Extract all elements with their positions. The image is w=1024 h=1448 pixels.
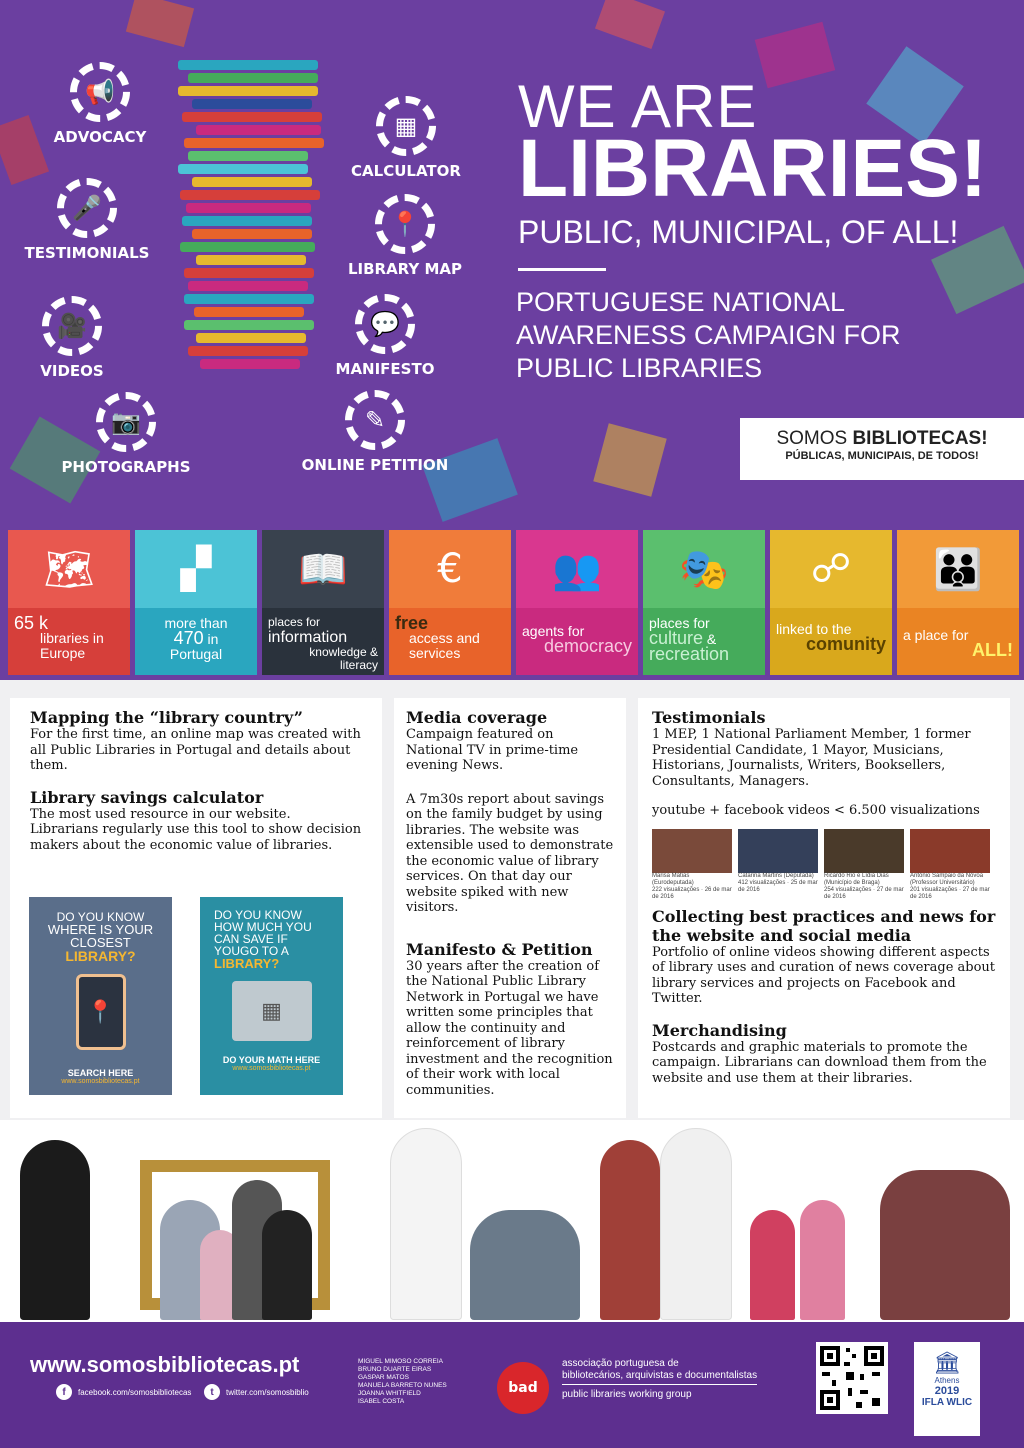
book-stack-illustration [178, 60, 328, 372]
person-girl [800, 1200, 845, 1320]
online-petition-label: ONLINE PETITION [301, 456, 449, 474]
people-photo-strip [0, 1120, 1024, 1320]
person-chef [390, 1128, 462, 1320]
columns-icon: 🏛 [933, 1350, 961, 1375]
advocacy-label: ADVOCACY [53, 128, 147, 146]
map-pin-icon: 📍 [375, 194, 435, 254]
video-title: António Sampaio da Nóvoa (Professor Universitário) [910, 872, 984, 886]
section-heading: Manifesto & Petition [406, 939, 593, 959]
video-thumbnail[interactable] [738, 829, 818, 901]
tile-line: ALL! [972, 640, 1013, 660]
promo-url: www.somosbibliotecas.pt [61, 1078, 140, 1085]
book [180, 190, 320, 200]
tile-information [262, 530, 384, 675]
book [184, 138, 324, 148]
credit-name: GASPAR MATOS [358, 1374, 409, 1381]
testimonials-label: TESTIMONIALS [24, 244, 150, 262]
tile-libraries-portugal [135, 530, 257, 675]
video-title: Catarina Martins (Deputada) [738, 872, 814, 879]
tile-text [516, 608, 638, 675]
campaign-line: AWARENESS CAMPAIGN FOR [516, 320, 901, 350]
campaign-line: PORTUGUESE NATIONAL [516, 287, 846, 317]
tile-line: a place for [903, 627, 969, 643]
tile-place-for-all [897, 530, 1019, 675]
promo-url: www.somosbibliotecas.pt [232, 1065, 311, 1072]
section-text: 30 years after the creation of the National Public Library Network in Portugal we have written some principles that allow the continuity and reinforcement of library investment and the recognition of their work with local communities. [406, 958, 613, 1098]
video-meta: 201 visualizações · 27 de mar de 2016 [910, 886, 990, 900]
campaign-line: PUBLIC LIBRARIES [516, 353, 763, 383]
book [188, 73, 318, 83]
video-frame [652, 829, 732, 873]
tile-line: democracy [543, 636, 632, 656]
tile-line: services [409, 645, 461, 661]
decor-shape [126, 0, 194, 47]
calculator-coins-icon: ▦ [232, 981, 312, 1041]
association-group: public libraries working group [562, 1389, 692, 1400]
tile-line-suffix: & [703, 631, 717, 647]
footer [0, 1322, 1024, 1448]
section-text: The most used resource in our website. Librarians regularly use this tool to show decision makers about the economic value of libraries. [30, 806, 362, 853]
book [192, 99, 312, 109]
section-heading: Merchandising [652, 1020, 787, 1040]
book [180, 242, 315, 252]
tile-culture [643, 530, 765, 675]
tile-stat: 65 k [14, 613, 49, 633]
book [194, 307, 304, 317]
promo-card-calculator [200, 897, 343, 1095]
title-divider [518, 268, 606, 271]
book [188, 346, 308, 356]
tile-line-suffix: in [203, 631, 219, 647]
person-man-newspaper [660, 1128, 732, 1320]
video-title: Marisa Matias (Eurodeputada) [652, 872, 694, 886]
book [186, 203, 311, 213]
testimonials-link[interactable] [22, 178, 152, 262]
book [178, 164, 308, 174]
decor-shape [595, 0, 665, 49]
section-text: Portfolio of online videos showing different aspects of library uses and curation of news coverage about library services and projects on Facebook and Twitter. [652, 944, 996, 1006]
credit-name: ISABEL COSTA [358, 1398, 405, 1405]
library-map-label: LIBRARY MAP [347, 260, 463, 278]
promo-text: WHERE IS YOUR [47, 922, 154, 937]
section-text: 1 MEP, 1 National Parliament Member, 1 former Presidential Candidate, 1 Mayor, Musicians, Historians, Journalists, Writers, Booksellers, Consultants, Managers. [652, 727, 971, 789]
tile-text [770, 608, 892, 675]
title-libraries: LIBRARIES! [518, 123, 988, 214]
section-heading: Testimonials [652, 708, 766, 727]
tile-community [770, 530, 892, 675]
book [200, 359, 300, 369]
video-title: Ricardo Rio e Lídia Dias (Município de Braga) [824, 872, 889, 886]
coin-hand-icon: € [389, 530, 511, 608]
book [188, 151, 308, 161]
tile-free-access [389, 530, 511, 675]
book [184, 268, 314, 278]
logo-text: bad [508, 1380, 538, 1396]
section-text: A 7m30s report about savings on the family budget by using libraries. The website was extensible used to demonstrate the economic value of library services. On that day our website spiked with new visitors. [406, 791, 614, 915]
tile-line [141, 628, 251, 648]
book [178, 60, 318, 70]
video-camera-icon: 🎥 [42, 296, 102, 356]
section-text: For the first time, an online map was created with all Public Libraries in Portugal and details about them. [30, 727, 361, 773]
section-text: Campaign featured on National TV in prime-time evening News. [406, 727, 579, 773]
book [196, 333, 306, 343]
tile-line: information [268, 629, 348, 646]
tile-line: Europe [40, 645, 86, 661]
facebook-handle: facebook.com/somosbibliotecas [78, 1387, 192, 1397]
tile-line: libraries in [40, 630, 104, 646]
section-heading: Library savings calculator [30, 787, 264, 807]
column-middle [394, 698, 626, 1118]
association-info [562, 1358, 757, 1401]
tile-text [135, 608, 257, 675]
promo-text: CAN SAVE IF [214, 932, 288, 946]
people-group-icon: 👥 [516, 530, 638, 608]
book [184, 320, 314, 330]
calculator-label: CALCULATOR [351, 162, 461, 180]
video-thumbnail[interactable] [910, 829, 990, 901]
tile-emphasis: culture [649, 628, 704, 648]
section-text: Postcards and graphic materials to promote the campaign. Librarians can download them from the website and use them at their libraries. [652, 1039, 987, 1086]
qr-code-graphic [816, 1342, 888, 1414]
online-petition-link[interactable] [298, 390, 452, 474]
book [182, 216, 312, 226]
tile-line: free [395, 613, 429, 633]
association-name: bibliotecários, arquivistas e documentalistas [562, 1370, 757, 1385]
section-heading: Media coverage [406, 708, 548, 727]
speech-bubble-icon: 💬 [355, 294, 415, 354]
promo-cta: DO YOUR MATH HERE [222, 1055, 321, 1065]
somos-title [740, 428, 1024, 450]
credit-name: BRUNO DUARTE EIRAS [358, 1366, 432, 1373]
network-icon: ☍ [770, 530, 892, 608]
qr-code-icon[interactable] [816, 1342, 888, 1414]
title-we-are: WE ARE [518, 73, 758, 140]
tile-line: recreation [649, 644, 730, 664]
somos-bibliotecas-badge [740, 418, 1024, 480]
calculator-link[interactable] [346, 96, 466, 180]
book [178, 86, 318, 96]
somos-title-bold: BIBLIOTECAS! [852, 428, 988, 449]
promo-text: LIBRARY? [65, 948, 136, 964]
person-reading-with-child [470, 1210, 580, 1320]
twitter-handle: twitter.com/somosbiblio [226, 1387, 309, 1397]
person-mother [262, 1210, 312, 1320]
video-frame [738, 829, 818, 873]
tile-text [262, 608, 384, 675]
tile-text [8, 608, 130, 675]
tile-line: agents for [522, 623, 585, 639]
ifla-wlic-logo [914, 1342, 980, 1436]
section-heading: Mapping the “library country” [30, 708, 303, 727]
book [192, 177, 312, 187]
videos-link[interactable] [30, 296, 114, 380]
calculator-icon: ▦ [376, 96, 436, 156]
facebook-link[interactable] [56, 1384, 191, 1400]
book [188, 281, 308, 291]
section-heading: Collecting best practices and news for the website and social media [652, 906, 996, 945]
title-subtitle: PUBLIC, MUNICIPAL, OF ALL! [518, 214, 959, 250]
promo-cta: SEARCH HERE [67, 1068, 134, 1078]
tile-stat: 470 [173, 628, 204, 648]
tile-line: places for [268, 615, 321, 629]
twitter-link[interactable] [204, 1384, 309, 1400]
decor-shape [593, 423, 666, 496]
promo-text: YOUGO TO A [214, 944, 289, 958]
tile-line: Portugal [169, 646, 223, 662]
video-thumbnail[interactable] [824, 829, 904, 901]
book [196, 125, 321, 135]
portugal-map-icon: ▞ [135, 530, 257, 608]
book [192, 229, 312, 239]
tile-line: knowledge & [309, 645, 378, 659]
video-meta: 254 visualizações · 27 de mar de 2016 [824, 886, 904, 900]
video-frame [824, 829, 904, 873]
book [182, 112, 322, 122]
association-line: associação portuguesa de [562, 1358, 679, 1369]
tile-text [897, 608, 1019, 675]
tile-libraries-europe [8, 530, 130, 675]
tile-line: more than [164, 615, 228, 631]
somos-subtitle: PÚBLICAS, MUNICIPAIS, DE TODOS! [785, 450, 979, 462]
feature-tiles [8, 530, 1024, 675]
credits-list [358, 1358, 447, 1406]
tile-line: literacy [339, 658, 378, 672]
ifla-city: Athens [934, 1376, 960, 1385]
europe-map-icon: 🗺 [8, 530, 130, 608]
promo-text: CLOSEST [70, 935, 131, 950]
book [184, 294, 314, 304]
tile-text [389, 608, 511, 675]
tile-line: places for [649, 615, 710, 631]
video-meta: 222 visualizações · 26 de mar de 2016 [652, 886, 732, 900]
promo-text: HOW MUCH YOU [214, 920, 312, 934]
twitter-icon: t [204, 1384, 220, 1400]
somos-title-prefix: SOMOS [776, 428, 853, 449]
advocacy-link[interactable] [50, 62, 150, 146]
decor-shape [755, 22, 836, 88]
decor-shape [0, 115, 49, 185]
promo-text: LIBRARY? [214, 956, 280, 971]
ifla-name: IFLA WLIC [921, 1397, 973, 1408]
camera-icon: 📷 [96, 392, 156, 452]
petition-icon: ✎ [345, 390, 405, 450]
credit-name: MIGUEL MIMOSO CORREIA [358, 1358, 443, 1365]
family-icon: 👪 [897, 530, 1019, 608]
person-woman-reading [600, 1140, 660, 1320]
facebook-icon: f [56, 1384, 72, 1400]
video-meta: 412 visualizações · 25 de mar de 2016 [738, 879, 818, 893]
tile-line: linked to the [776, 621, 852, 637]
ifla-year: 2019 [934, 1385, 960, 1397]
website-link[interactable]: www.somosbibliotecas.pt [30, 1352, 300, 1377]
photographs-link[interactable] [56, 392, 196, 476]
microphone-icon: 🎤 [57, 178, 117, 238]
person-girl [750, 1210, 795, 1320]
culture-icon: 🎭 [643, 530, 765, 608]
manifesto-label: MANIFESTO [335, 360, 435, 378]
book [196, 255, 306, 265]
open-book-icon: 📖 [262, 530, 384, 608]
promo-text: DO YOU KNOW [56, 910, 145, 924]
credit-name: MANUELA BARRETO NUNES [358, 1382, 447, 1389]
promo-card-library-map [29, 897, 172, 1095]
person-teenagers [880, 1170, 1010, 1320]
photographs-label: PHOTOGRAPHS [61, 458, 191, 476]
video-thumbnail[interactable] [652, 829, 732, 901]
video-thumbnails [652, 829, 996, 901]
credit-name: JOANNA WHITFIELD [358, 1390, 421, 1397]
promo-text: DO YOU KNOW [214, 908, 302, 922]
column-right [638, 698, 1010, 1118]
manifesto-link[interactable] [330, 294, 440, 378]
videos-label: VIDEOS [40, 362, 104, 380]
tile-line: comunity [805, 634, 886, 654]
bad-logo [497, 1362, 549, 1414]
tile-text [643, 608, 765, 675]
phone-map-icon: 📍 [76, 974, 126, 1050]
tile-line: access and [409, 630, 480, 646]
library-map-link[interactable] [344, 194, 466, 278]
video-frame [910, 829, 990, 873]
person-violinist [20, 1140, 90, 1320]
tile-democracy [516, 530, 638, 675]
section-text: youtube + facebook videos < 6.500 visualizations [652, 803, 980, 818]
megaphone-icon: 📢 [70, 62, 130, 122]
campaign-description [516, 286, 901, 385]
